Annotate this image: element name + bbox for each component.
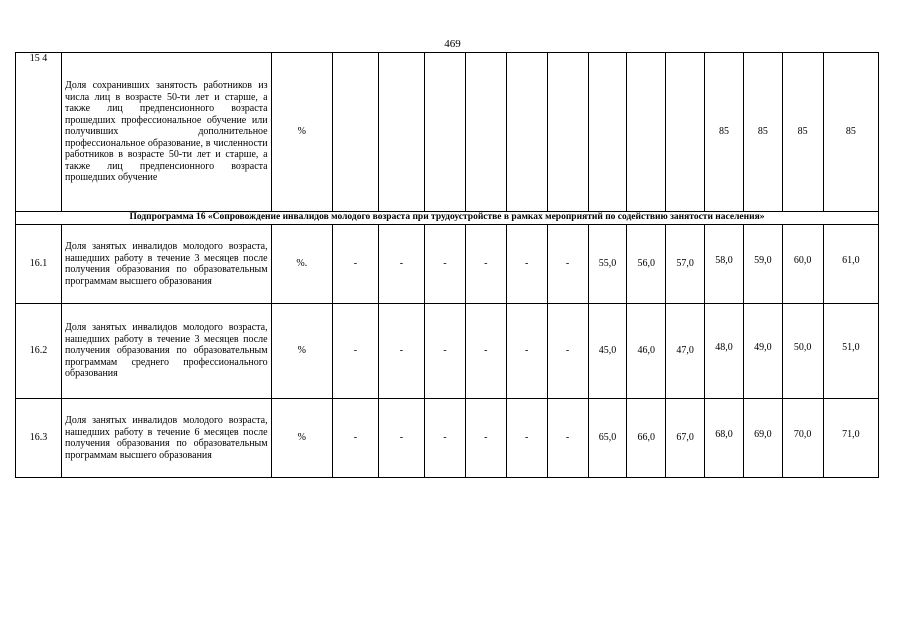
value-cell: 85 xyxy=(743,53,782,212)
value-cell: 55,0 xyxy=(588,225,627,304)
value-cell xyxy=(465,53,506,212)
value-cell xyxy=(666,53,705,212)
indicators-table xyxy=(15,52,879,478)
value-cell xyxy=(332,53,378,212)
value-cell: - xyxy=(332,304,378,399)
value-cell: 60,0 xyxy=(782,225,823,304)
value-cell xyxy=(378,53,424,212)
value-cell: 50,0 xyxy=(782,304,823,399)
value-cell: - xyxy=(465,304,506,399)
value-cell: - xyxy=(506,225,547,304)
value-cell: - xyxy=(547,304,588,399)
value-cell: 70,0 xyxy=(782,399,823,478)
row-number: 16.3 xyxy=(16,399,62,478)
table-row xyxy=(16,304,879,399)
value-cell: 68,0 xyxy=(705,399,744,478)
table-row xyxy=(16,399,879,478)
row-number: 15 4 xyxy=(16,53,62,212)
value-cell: - xyxy=(378,399,424,478)
table-row xyxy=(16,225,879,304)
indicator-name: Доля занятых инвалидов молодого возраста, нашедших работу в течение 3 месяцев после получения образования по образовательным программам среднего профессионального образования xyxy=(62,304,272,399)
row-number: 16.2 xyxy=(16,304,62,399)
value-cell: - xyxy=(424,304,465,399)
value-cell: 66,0 xyxy=(627,399,666,478)
value-cell: 67,0 xyxy=(666,399,705,478)
table-row xyxy=(16,53,879,212)
value-cell: 65,0 xyxy=(588,399,627,478)
value-cell: 56,0 xyxy=(627,225,666,304)
unit: %. xyxy=(271,225,332,304)
value-cell xyxy=(627,53,666,212)
value-cell: 46,0 xyxy=(627,304,666,399)
unit: % xyxy=(271,399,332,478)
value-cell: 49,0 xyxy=(743,304,782,399)
value-cell: - xyxy=(506,304,547,399)
value-cell: - xyxy=(465,399,506,478)
indicator-name: Доля занятых инвалидов молодого возраста, нашедших работу в течение 3 месяцев после получения образования по образовательным программам высшего образования xyxy=(62,225,272,304)
unit: % xyxy=(271,304,332,399)
value-cell xyxy=(506,53,547,212)
value-cell: 48,0 xyxy=(705,304,744,399)
value-cell: 85 xyxy=(823,53,878,212)
value-cell: - xyxy=(378,304,424,399)
value-cell: - xyxy=(424,225,465,304)
value-cell: - xyxy=(506,399,547,478)
subprogram-title: Подпрограмма 16 «Сопровождение инвалидов молодого возраста при трудоустройстве в рамках мероприятий по содействию занятости населения» xyxy=(16,212,879,225)
value-cell: 58,0 xyxy=(705,225,744,304)
value-cell: - xyxy=(378,225,424,304)
value-cell: - xyxy=(547,399,588,478)
value-cell: 85 xyxy=(705,53,744,212)
subprogram-row xyxy=(16,212,879,225)
value-cell: 59,0 xyxy=(743,225,782,304)
row-number: 16.1 xyxy=(16,225,62,304)
value-cell: - xyxy=(465,225,506,304)
value-cell: 61,0 xyxy=(823,225,878,304)
value-cell: - xyxy=(332,399,378,478)
value-cell: - xyxy=(547,225,588,304)
value-cell xyxy=(588,53,627,212)
value-cell xyxy=(547,53,588,212)
value-cell: - xyxy=(424,399,465,478)
unit: % xyxy=(271,53,332,212)
value-cell: 47,0 xyxy=(666,304,705,399)
value-cell: 69,0 xyxy=(743,399,782,478)
value-cell: 71,0 xyxy=(823,399,878,478)
value-cell: 57,0 xyxy=(666,225,705,304)
page-number: 469 xyxy=(444,38,461,50)
value-cell xyxy=(424,53,465,212)
indicator-name: Доля занятых инвалидов молодого возраста, нашедших работу в течение 6 месяцев после получения образования по образовательным программам высшего образования xyxy=(62,399,272,478)
value-cell: 85 xyxy=(782,53,823,212)
value-cell: - xyxy=(332,225,378,304)
value-cell: 45,0 xyxy=(588,304,627,399)
indicator-name: Доля сохранивших занятость работников из числа лиц в возрасте 50-ти лет и старше, а также лиц предпенсионного возраста прошедших профессиональное обучение или получивших дополнительное профессиональное образование, в численности работников в возрасте 50-ти лет и старше, а также лиц предпенсионного возраста прошедших обучение xyxy=(62,53,272,212)
value-cell: 51,0 xyxy=(823,304,878,399)
